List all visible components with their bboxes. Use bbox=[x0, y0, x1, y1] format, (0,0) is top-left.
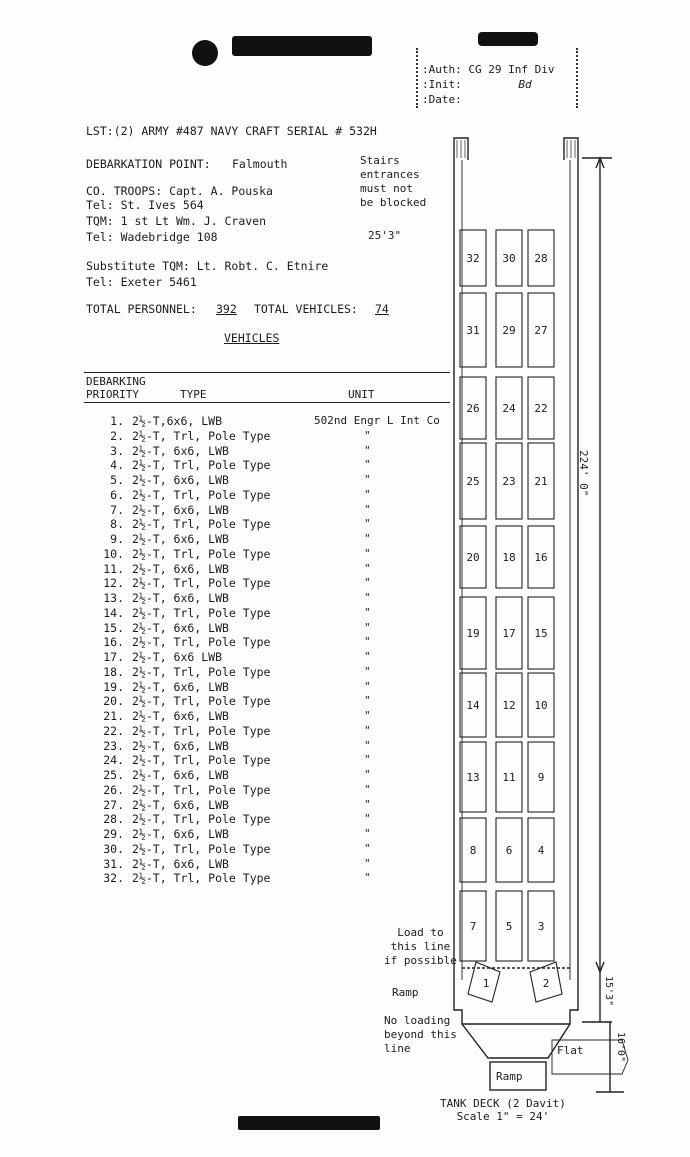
row-unit-ditto: " bbox=[364, 650, 371, 663]
row-unit-ditto: " bbox=[364, 428, 371, 442]
row-priority: 15. bbox=[103, 620, 124, 635]
debarkation-value: Falmouth bbox=[232, 157, 288, 171]
slot-number: 21 bbox=[534, 475, 548, 488]
row-unit-ditto: " bbox=[364, 709, 371, 722]
row-type: 2½-T, Trl, Pole Type bbox=[132, 605, 271, 620]
row-type: 2½-T, 6x6, LWB bbox=[132, 620, 229, 635]
total-vehicles-value: 74 bbox=[375, 302, 389, 316]
row-unit-ditto: " bbox=[364, 458, 371, 472]
row-type: 2½-T, Trl, Pole Type bbox=[132, 694, 271, 709]
slot-number: 17 bbox=[502, 627, 516, 640]
slot-number: 22 bbox=[534, 402, 548, 415]
length-label: 224' 0" bbox=[577, 450, 590, 497]
debarkation-label: DEBARKATION POINT: bbox=[86, 157, 211, 171]
slot-number: 18 bbox=[502, 551, 516, 564]
hull-sides bbox=[454, 160, 578, 980]
slot-number: 11 bbox=[502, 771, 516, 784]
row-unit-ditto: " bbox=[364, 797, 371, 811]
auth-value: CG 29 Inf Div bbox=[468, 63, 555, 76]
slot-number: 14 bbox=[466, 699, 480, 712]
slot-number: 23 bbox=[502, 475, 516, 488]
row-unit-ditto: " bbox=[364, 561, 371, 575]
slot-number: 12 bbox=[502, 699, 516, 712]
row-priority: 31. bbox=[103, 856, 124, 871]
slot-number: 26 bbox=[466, 402, 480, 415]
row-type: 2½-T, Trl, Pole Type bbox=[132, 428, 271, 443]
row-type: 2½-T, Trl, Pole Type bbox=[132, 517, 271, 532]
slot-number: 25 bbox=[466, 475, 480, 488]
row-priority: 10. bbox=[103, 546, 124, 561]
vehicle-slots bbox=[460, 230, 554, 990]
slot-number: 16 bbox=[534, 551, 548, 564]
substitute-tqm: Substitute TQM: Lt. Robt. C. Etnire bbox=[86, 259, 329, 273]
row-unit-ditto: " bbox=[364, 546, 371, 560]
diagram-caption: TANK DECK (2 Davit) Scale 1" = 24' bbox=[440, 1097, 566, 1123]
row-priority: 2. bbox=[110, 428, 124, 443]
row-type: 2½-T, 6x6, LWB bbox=[132, 768, 229, 782]
vehicles-heading: VEHICLES bbox=[224, 331, 280, 345]
co-troops-tel: Tel: St. Ives 564 bbox=[86, 198, 204, 212]
slot-number: 15 bbox=[534, 627, 548, 640]
row-priority: 4. bbox=[110, 458, 124, 473]
row-unit-ditto: " bbox=[364, 591, 371, 604]
row-priority: 12. bbox=[103, 576, 124, 591]
row-priority: 24. bbox=[103, 753, 124, 768]
slot-number: 30 bbox=[502, 252, 516, 265]
ramp-box-label: Ramp bbox=[496, 1070, 523, 1083]
slot-number: 27 bbox=[534, 324, 548, 337]
row-type: 2½-T, 6x6, LWB bbox=[132, 709, 229, 723]
row-priority: 17. bbox=[103, 650, 124, 664]
row-unit-ditto: " bbox=[364, 517, 371, 531]
row-unit-ditto: " bbox=[364, 679, 371, 693]
slot-number: 19 bbox=[466, 627, 480, 640]
flat-label: Flat bbox=[557, 1044, 584, 1057]
stairs-note: Stairs entrances must not be blocked bbox=[360, 154, 427, 209]
row-type: 2½-T, 6x6, LWB bbox=[132, 502, 229, 517]
row-priority: 9. bbox=[110, 532, 124, 546]
date-label: :Date: bbox=[422, 93, 462, 106]
row-type: 2½-T, Trl, Pole Type bbox=[132, 487, 271, 502]
row-unit-ditto: " bbox=[364, 576, 371, 590]
row-type: 2½-T, Trl, Pole Type bbox=[132, 576, 271, 591]
slot-number: 13 bbox=[466, 771, 480, 784]
row-unit-ditto: " bbox=[364, 841, 371, 855]
total-personnel-label: TOTAL PERSONNEL: bbox=[86, 302, 197, 316]
init-value: Bd bbox=[518, 78, 532, 91]
slot-number: 2 bbox=[542, 977, 550, 990]
load-note: Load to this line if possible bbox=[384, 926, 457, 967]
row-priority: 20. bbox=[103, 694, 124, 709]
row-priority: 26. bbox=[103, 782, 124, 797]
row-type: 2½-T, Trl, Pole Type bbox=[132, 871, 271, 886]
row-type: 2½-T, 6x6, LWB bbox=[132, 679, 229, 694]
row-priority: 3. bbox=[110, 443, 124, 458]
tqm-tel: Tel: Wadebridge 108 bbox=[86, 230, 218, 244]
row-priority: 27. bbox=[103, 797, 124, 812]
col-priority: DEBARKING PRIORITY bbox=[86, 375, 146, 401]
row-priority: 30. bbox=[103, 841, 124, 856]
init-label: :Init: bbox=[422, 78, 462, 91]
slot-number: 28 bbox=[534, 252, 548, 265]
row-unit-ditto: " bbox=[364, 827, 371, 840]
total-personnel-value: 392 bbox=[216, 302, 237, 316]
row-unit-ditto: " bbox=[364, 856, 371, 870]
row-type: 2½-T, 6x6, LWB bbox=[132, 443, 229, 458]
row-type: 2½-T, Trl, Pole Type bbox=[132, 812, 271, 827]
row-unit-ditto: " bbox=[364, 502, 371, 516]
slot-number: 29 bbox=[502, 324, 516, 337]
slot-number: 8 bbox=[469, 844, 477, 857]
slot-number: 32 bbox=[466, 252, 480, 265]
row-type: 2½-T, Trl, Pole Type bbox=[132, 458, 271, 473]
row-unit-ditto: " bbox=[364, 635, 371, 649]
row-unit-ditto: " bbox=[364, 532, 371, 545]
row-type: 2½-T, Trl, Pole Type bbox=[132, 546, 271, 561]
row-type: 2½-T, 6x6, LWB bbox=[132, 561, 229, 576]
row-priority: 7. bbox=[110, 502, 124, 517]
row-unit-ditto: " bbox=[364, 782, 371, 796]
row-priority: 16. bbox=[103, 635, 124, 650]
auth-label: :Auth: bbox=[422, 63, 462, 76]
stern-block bbox=[454, 980, 578, 1024]
row-priority: 21. bbox=[103, 709, 124, 723]
slot-number: 4 bbox=[537, 844, 545, 857]
co-troops: CO. TROOPS: Capt. A. Pouska bbox=[86, 184, 273, 198]
stern-taper bbox=[462, 1024, 570, 1058]
row-priority: 32. bbox=[103, 871, 124, 886]
row-unit-ditto: " bbox=[364, 487, 371, 501]
row-unit-ditto: " bbox=[364, 768, 371, 781]
slot-number: 9 bbox=[537, 771, 545, 784]
row-unit-ditto: " bbox=[364, 812, 371, 826]
unit-502nd: 502nd Engr L Int Co bbox=[314, 414, 440, 427]
substitute-tqm-tel: Tel: Exeter 5461 bbox=[86, 275, 197, 289]
row-priority: 8. bbox=[110, 517, 124, 532]
row-priority: 14. bbox=[103, 605, 124, 620]
slot-number: 7 bbox=[469, 920, 477, 933]
slot-number: 20 bbox=[466, 551, 480, 564]
measure-15: 15'3" bbox=[603, 976, 614, 1007]
slot-number: 31 bbox=[466, 324, 480, 337]
slot-number: 3 bbox=[537, 920, 545, 933]
lst-line: LST:(2) ARMY #487 NAVY CRAFT SERIAL # 532H bbox=[86, 124, 377, 138]
row-priority: 18. bbox=[103, 664, 124, 679]
row-priority: 13. bbox=[103, 591, 124, 605]
tqm: TQM: 1 st Lt Wm. J. Craven bbox=[86, 214, 267, 228]
col-type: TYPE bbox=[180, 388, 207, 401]
row-unit-ditto: " bbox=[364, 473, 371, 486]
row-type: 2½-T, Trl, Pole Type bbox=[132, 753, 271, 768]
row-unit-ditto: " bbox=[364, 738, 371, 752]
row-unit-ditto: " bbox=[364, 723, 371, 737]
row-type: 2½-T, 6x6, LWB bbox=[132, 797, 229, 812]
row-type: 2½-T, 6x6, LWB bbox=[132, 856, 229, 871]
row-priority: 19. bbox=[103, 679, 124, 694]
row-type: 2½-T, 6x6, LWB bbox=[132, 532, 229, 546]
row-type: 2½-T, Trl, Pole Type bbox=[132, 723, 271, 738]
row-type: 2½-T, 6x6, LWB bbox=[132, 738, 229, 753]
row-unit-ditto: " bbox=[364, 871, 371, 885]
row-type: 2½-T, 6x6 LWB bbox=[132, 650, 223, 664]
row-type: 2½-T, Trl, Pole Type bbox=[132, 664, 271, 679]
row-type: 2½-T, 6x6, LWB bbox=[132, 827, 229, 841]
row-unit-ditto: " bbox=[364, 620, 371, 634]
row-unit-ditto: " bbox=[364, 753, 371, 767]
row-unit-ditto: " bbox=[364, 664, 371, 678]
measure-16: 16'0" bbox=[615, 1032, 626, 1063]
row-type: 2½-T,6x6, LWB bbox=[132, 414, 223, 428]
row-priority: 6. bbox=[110, 487, 124, 502]
stairs-measure: 25'3" bbox=[368, 229, 402, 242]
row-priority: 22. bbox=[103, 723, 124, 738]
row-type: 2½-T, Trl, Pole Type bbox=[132, 635, 271, 650]
total-vehicles-label: TOTAL VEHICLES: bbox=[254, 302, 358, 316]
row-priority: 25. bbox=[103, 768, 124, 782]
slot-number: 5 bbox=[505, 920, 513, 933]
row-priority: 23. bbox=[103, 738, 124, 753]
slot-number: 10 bbox=[534, 699, 548, 712]
row-type: 2½-T, 6x6, LWB bbox=[132, 473, 229, 487]
row-type: 2½-T, Trl, Pole Type bbox=[132, 841, 271, 856]
row-type: 2½-T, 6x6, LWB bbox=[132, 591, 229, 605]
row-unit-ditto: " bbox=[364, 694, 371, 708]
row-priority: 5. bbox=[110, 473, 124, 487]
col-unit: UNIT bbox=[348, 388, 375, 401]
slot-number: 1 bbox=[482, 977, 490, 990]
ramp-note: Ramp bbox=[392, 986, 419, 999]
slot-number: 6 bbox=[505, 844, 513, 857]
no-loading-note: No loading beyond this line bbox=[384, 1014, 457, 1055]
row-priority: 1. bbox=[110, 414, 124, 428]
row-unit-ditto: " bbox=[364, 443, 371, 457]
row-priority: 29. bbox=[103, 827, 124, 841]
row-unit-ditto: " bbox=[364, 605, 371, 619]
row-type: 2½-T, Trl, Pole Type bbox=[132, 782, 271, 797]
row-priority: 11. bbox=[103, 561, 124, 576]
slot-number: 24 bbox=[502, 402, 516, 415]
row-priority: 28. bbox=[103, 812, 124, 827]
